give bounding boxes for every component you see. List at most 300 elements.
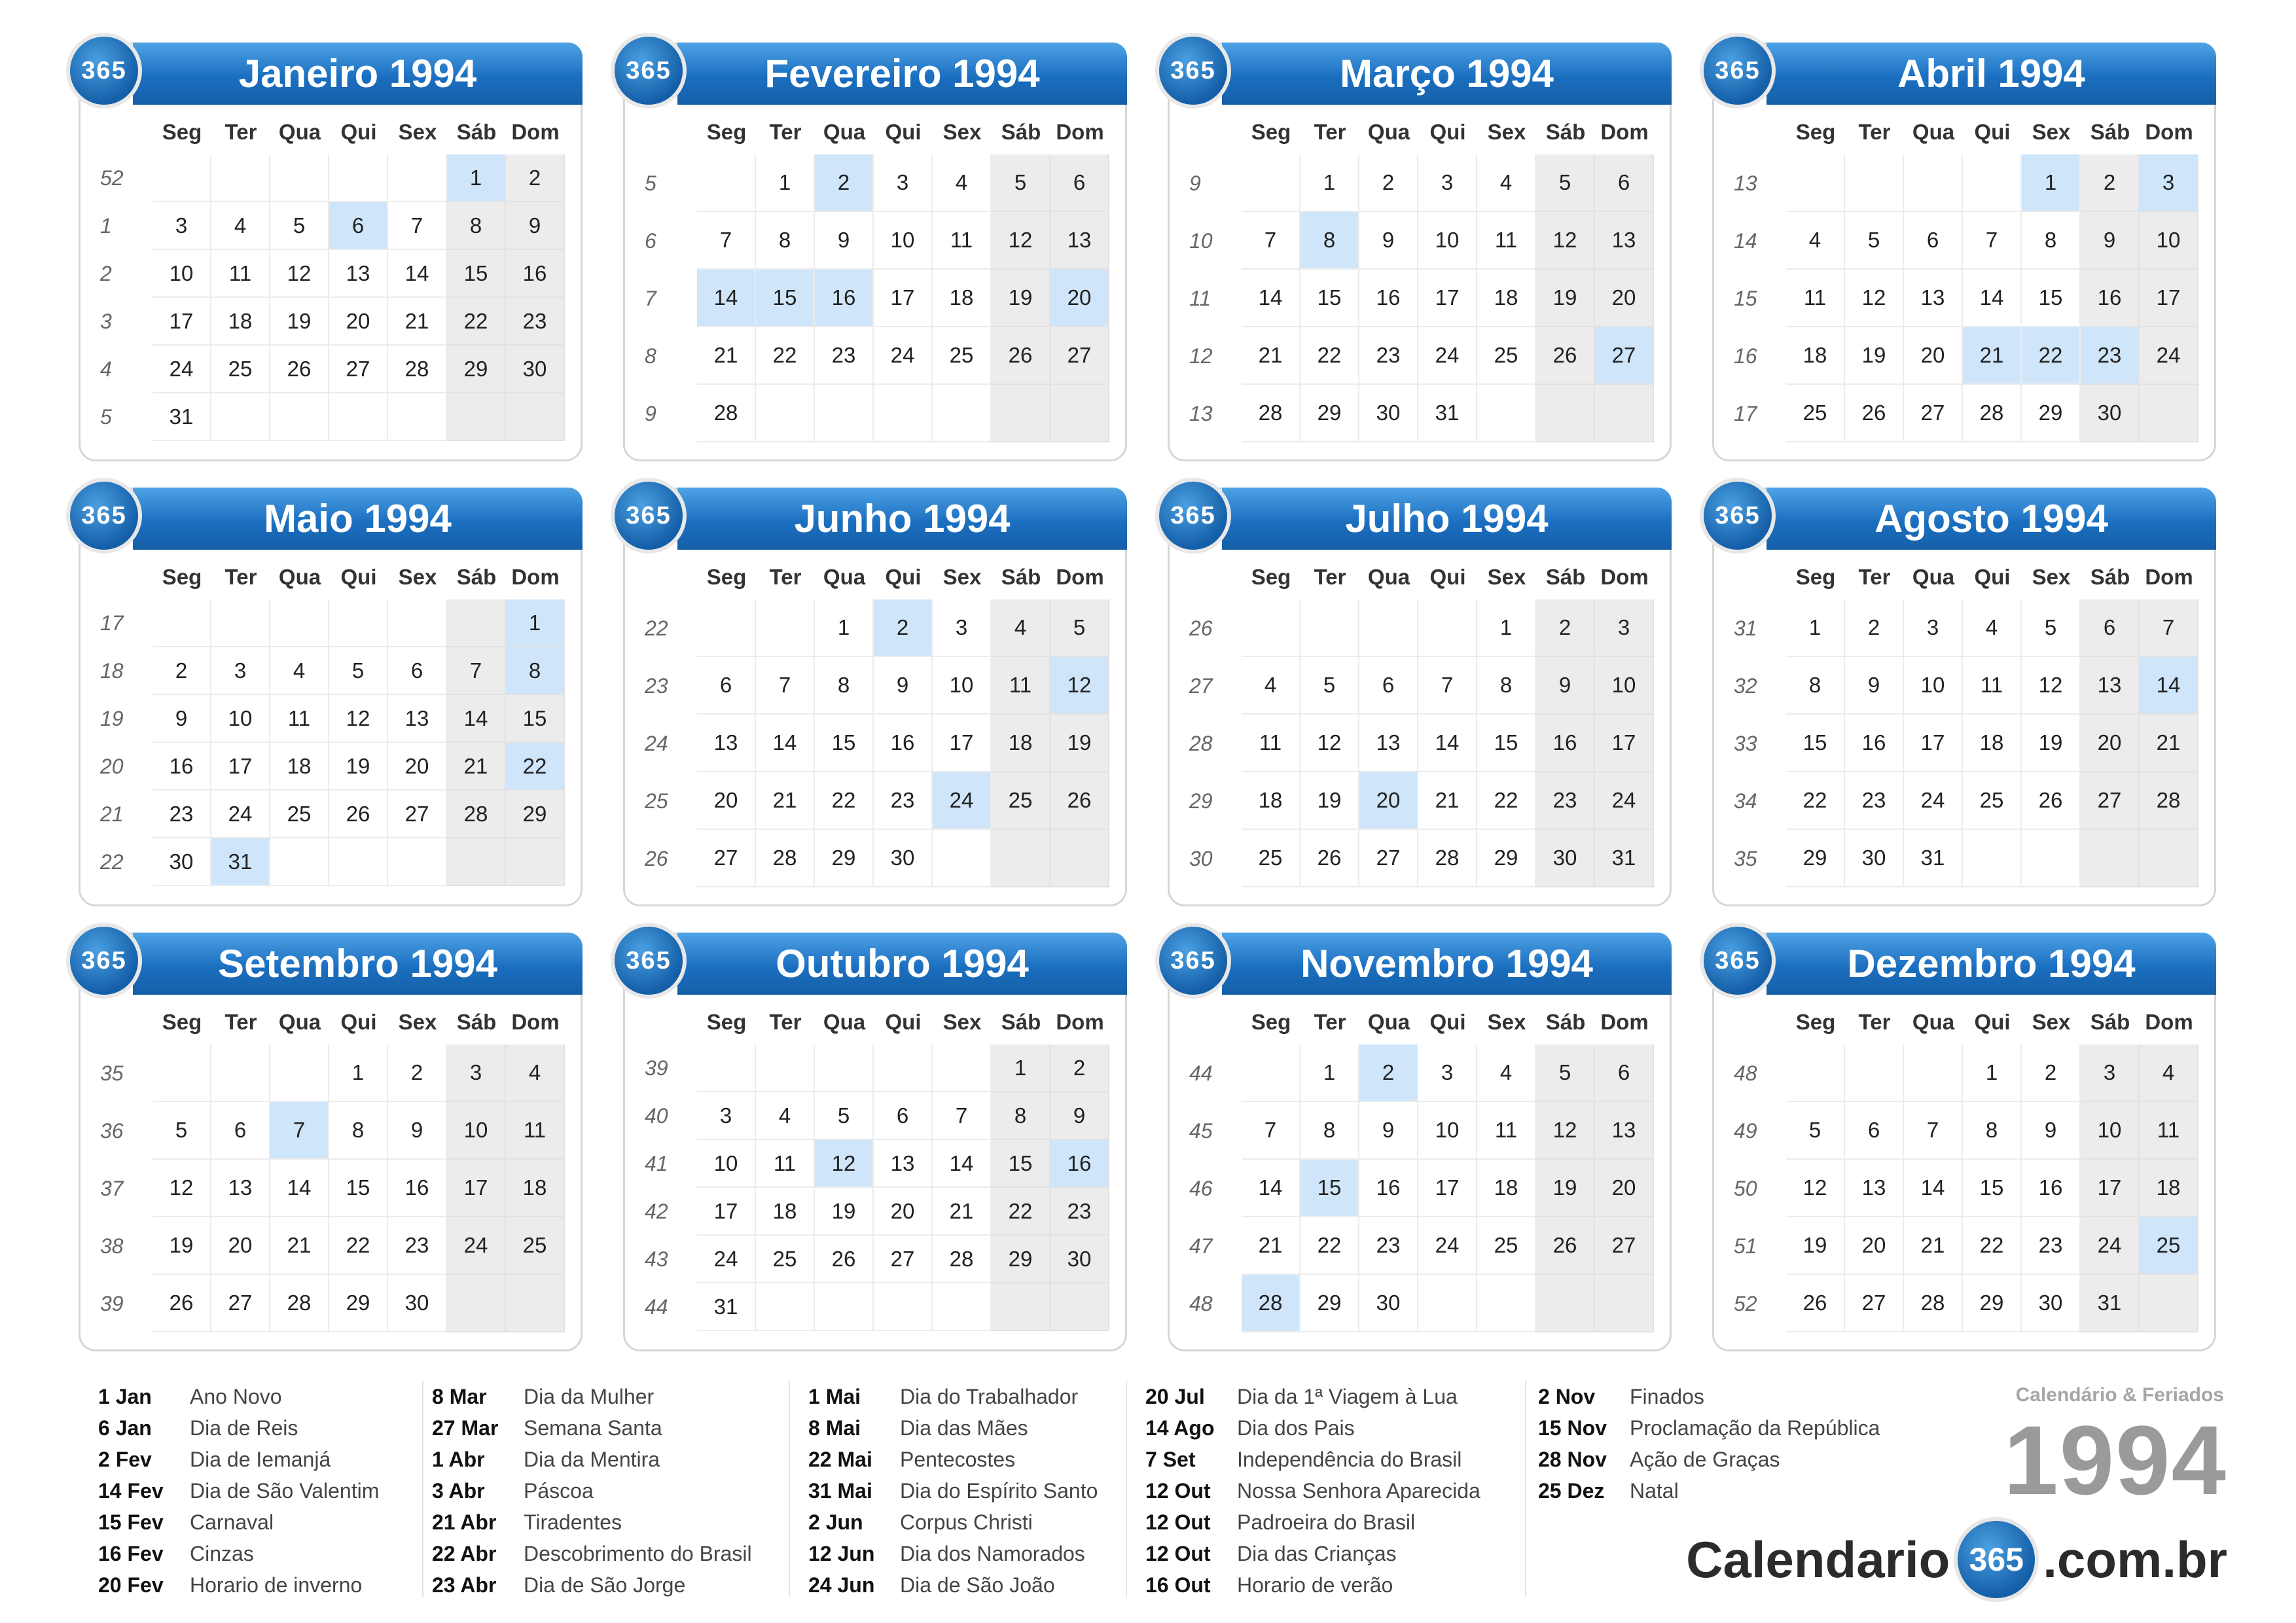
day-cell[interactable]: 28 (447, 791, 506, 838)
day-cell[interactable]: 28 (697, 385, 756, 442)
day-cell[interactable]: 27 (1359, 830, 1418, 887)
day-cell[interactable]: 10 (874, 212, 933, 270)
day-cell[interactable]: 3 (447, 1044, 506, 1102)
day-cell[interactable]: 25 (1242, 830, 1300, 887)
day-cell[interactable]: 27 (2081, 772, 2140, 830)
day-cell[interactable]: 20 (329, 298, 388, 346)
day-cell[interactable]: 18 (2140, 1160, 2198, 1217)
day-cell[interactable]: 27 (1904, 385, 1963, 442)
day-cell[interactable]: 29 (992, 1236, 1050, 1283)
day-cell[interactable]: 13 (1359, 715, 1418, 772)
day-cell[interactable]: 22 (447, 298, 506, 346)
day-cell[interactable]: 25 (1786, 385, 1845, 442)
day-cell[interactable]: 6 (1595, 154, 1654, 212)
day-cell[interactable]: 13 (1595, 1102, 1654, 1160)
day-cell[interactable]: 24 (1418, 1217, 1477, 1275)
day-cell[interactable]: 29 (1477, 830, 1536, 887)
day-cell[interactable]: 26 (992, 327, 1050, 385)
day-cell[interactable]: 15 (756, 270, 815, 327)
day-cell[interactable]: 7 (1418, 657, 1477, 715)
day-cell[interactable]: 22 (1300, 327, 1359, 385)
day-cell[interactable]: 9 (2081, 212, 2140, 270)
day-cell[interactable]: 8 (1300, 1102, 1359, 1160)
day-cell[interactable]: 12 (815, 1140, 874, 1188)
day-cell[interactable]: 7 (697, 212, 756, 270)
day-cell[interactable]: 4 (1477, 1044, 1536, 1102)
day-cell[interactable]: 9 (1050, 1092, 1109, 1140)
day-cell[interactable]: 17 (933, 715, 992, 772)
day-cell[interactable]: 11 (1242, 715, 1300, 772)
day-cell[interactable]: 1 (506, 599, 565, 647)
day-cell[interactable]: 28 (1963, 385, 2022, 442)
day-cell[interactable]: 30 (874, 830, 933, 887)
day-cell[interactable]: 18 (1477, 1160, 1536, 1217)
day-cell[interactable]: 11 (933, 212, 992, 270)
day-cell[interactable]: 13 (1595, 212, 1654, 270)
day-cell[interactable]: 4 (2140, 1044, 2198, 1102)
day-cell[interactable]: 1 (1477, 599, 1536, 657)
day-cell[interactable]: 11 (506, 1102, 565, 1160)
day-cell[interactable]: 14 (756, 715, 815, 772)
day-cell[interactable]: 15 (1300, 1160, 1359, 1217)
day-cell[interactable]: 18 (1963, 715, 2022, 772)
day-cell[interactable]: 30 (506, 346, 565, 393)
day-cell[interactable]: 18 (270, 743, 329, 791)
day-cell[interactable]: 13 (2081, 657, 2140, 715)
day-cell[interactable]: 24 (152, 346, 211, 393)
day-cell[interactable]: 23 (2081, 327, 2140, 385)
day-cell[interactable]: 1 (2022, 154, 2081, 212)
day-cell[interactable]: 4 (1786, 212, 1845, 270)
day-cell[interactable]: 15 (1477, 715, 1536, 772)
day-cell[interactable]: 4 (1477, 154, 1536, 212)
day-cell[interactable]: 14 (1418, 715, 1477, 772)
day-cell[interactable]: 6 (329, 202, 388, 250)
day-cell[interactable]: 24 (2081, 1217, 2140, 1275)
day-cell[interactable]: 17 (152, 298, 211, 346)
day-cell[interactable]: 1 (329, 1044, 388, 1102)
day-cell[interactable]: 10 (2081, 1102, 2140, 1160)
day-cell[interactable]: 15 (447, 250, 506, 298)
day-cell[interactable]: 25 (270, 791, 329, 838)
day-cell[interactable]: 8 (1477, 657, 1536, 715)
day-cell[interactable]: 29 (2022, 385, 2081, 442)
day-cell[interactable]: 2 (1359, 154, 1418, 212)
day-cell[interactable]: 5 (992, 154, 1050, 212)
day-cell[interactable]: 19 (1536, 270, 1595, 327)
day-cell[interactable]: 26 (152, 1275, 211, 1332)
day-cell[interactable]: 20 (1845, 1217, 1904, 1275)
day-cell[interactable]: 30 (1536, 830, 1595, 887)
day-cell[interactable]: 23 (1050, 1188, 1109, 1236)
day-cell[interactable]: 27 (329, 346, 388, 393)
day-cell[interactable]: 19 (815, 1188, 874, 1236)
day-cell[interactable]: 14 (1242, 270, 1300, 327)
day-cell[interactable]: 28 (1418, 830, 1477, 887)
day-cell[interactable]: 21 (388, 298, 447, 346)
day-cell[interactable]: 30 (2081, 385, 2140, 442)
day-cell[interactable]: 19 (329, 743, 388, 791)
day-cell[interactable]: 11 (270, 695, 329, 743)
day-cell[interactable]: 15 (1300, 270, 1359, 327)
day-cell[interactable]: 21 (1418, 772, 1477, 830)
day-cell[interactable]: 17 (1595, 715, 1654, 772)
day-cell[interactable]: 5 (270, 202, 329, 250)
day-cell[interactable]: 22 (815, 772, 874, 830)
day-cell[interactable]: 15 (1963, 1160, 2022, 1217)
day-cell[interactable]: 6 (1359, 657, 1418, 715)
day-cell[interactable]: 1 (1300, 1044, 1359, 1102)
day-cell[interactable]: 16 (1536, 715, 1595, 772)
day-cell[interactable]: 27 (697, 830, 756, 887)
day-cell[interactable]: 26 (329, 791, 388, 838)
day-cell[interactable]: 11 (1477, 212, 1536, 270)
day-cell[interactable]: 21 (2140, 715, 2198, 772)
day-cell[interactable]: 8 (2022, 212, 2081, 270)
day-cell[interactable]: 8 (756, 212, 815, 270)
day-cell[interactable]: 5 (1050, 599, 1109, 657)
day-cell[interactable]: 30 (1359, 385, 1418, 442)
day-cell[interactable]: 11 (756, 1140, 815, 1188)
day-cell[interactable]: 1 (1963, 1044, 2022, 1102)
day-cell[interactable]: 4 (933, 154, 992, 212)
day-cell[interactable]: 30 (152, 838, 211, 886)
day-cell[interactable]: 16 (1359, 270, 1418, 327)
day-cell[interactable]: 2 (388, 1044, 447, 1102)
day-cell[interactable]: 11 (1786, 270, 1845, 327)
day-cell[interactable]: 27 (1845, 1275, 1904, 1332)
day-cell[interactable]: 19 (1300, 772, 1359, 830)
day-cell[interactable]: 27 (1595, 327, 1654, 385)
day-cell[interactable]: 14 (933, 1140, 992, 1188)
day-cell[interactable]: 14 (1963, 270, 2022, 327)
day-cell[interactable]: 26 (1050, 772, 1109, 830)
day-cell[interactable]: 9 (1359, 1102, 1418, 1160)
day-cell[interactable]: 20 (211, 1217, 270, 1275)
day-cell[interactable]: 3 (697, 1092, 756, 1140)
day-cell[interactable]: 3 (2140, 154, 2198, 212)
day-cell[interactable]: 10 (211, 695, 270, 743)
day-cell[interactable]: 16 (874, 715, 933, 772)
day-cell[interactable]: 16 (1050, 1140, 1109, 1188)
day-cell[interactable]: 3 (2081, 1044, 2140, 1102)
day-cell[interactable]: 6 (1845, 1102, 1904, 1160)
day-cell[interactable]: 1 (1300, 154, 1359, 212)
day-cell[interactable]: 24 (874, 327, 933, 385)
day-cell[interactable]: 30 (1845, 830, 1904, 887)
day-cell[interactable]: 22 (506, 743, 565, 791)
day-cell[interactable]: 16 (506, 250, 565, 298)
day-cell[interactable]: 12 (152, 1160, 211, 1217)
day-cell[interactable]: 7 (270, 1102, 329, 1160)
day-cell[interactable]: 9 (506, 202, 565, 250)
day-cell[interactable]: 8 (1300, 212, 1359, 270)
day-cell[interactable]: 1 (447, 154, 506, 202)
day-cell[interactable]: 14 (1242, 1160, 1300, 1217)
day-cell[interactable]: 6 (211, 1102, 270, 1160)
day-cell[interactable]: 31 (2081, 1275, 2140, 1332)
day-cell[interactable]: 11 (211, 250, 270, 298)
day-cell[interactable]: 26 (815, 1236, 874, 1283)
day-cell[interactable]: 10 (1595, 657, 1654, 715)
day-cell[interactable]: 5 (1536, 1044, 1595, 1102)
day-cell[interactable]: 20 (1595, 1160, 1654, 1217)
day-cell[interactable]: 19 (1845, 327, 1904, 385)
day-cell[interactable]: 19 (992, 270, 1050, 327)
day-cell[interactable]: 24 (1904, 772, 1963, 830)
day-cell[interactable]: 3 (1904, 599, 1963, 657)
day-cell[interactable]: 4 (506, 1044, 565, 1102)
day-cell[interactable]: 28 (1904, 1275, 1963, 1332)
day-cell[interactable]: 29 (1963, 1275, 2022, 1332)
day-cell[interactable]: 21 (1904, 1217, 1963, 1275)
day-cell[interactable]: 7 (2140, 599, 2198, 657)
day-cell[interactable]: 29 (1300, 385, 1359, 442)
day-cell[interactable]: 9 (1359, 212, 1418, 270)
day-cell[interactable]: 24 (933, 772, 992, 830)
day-cell[interactable]: 12 (1050, 657, 1109, 715)
day-cell[interactable]: 21 (1242, 1217, 1300, 1275)
day-cell[interactable]: 7 (1904, 1102, 1963, 1160)
day-cell[interactable]: 19 (1786, 1217, 1845, 1275)
day-cell[interactable]: 5 (329, 647, 388, 695)
day-cell[interactable]: 30 (1359, 1275, 1418, 1332)
day-cell[interactable]: 4 (756, 1092, 815, 1140)
day-cell[interactable]: 5 (1536, 154, 1595, 212)
day-cell[interactable]: 10 (1418, 1102, 1477, 1160)
day-cell[interactable]: 2 (152, 647, 211, 695)
day-cell[interactable]: 25 (1963, 772, 2022, 830)
day-cell[interactable]: 6 (1904, 212, 1963, 270)
day-cell[interactable]: 1 (815, 599, 874, 657)
day-cell[interactable]: 20 (1359, 772, 1418, 830)
day-cell[interactable]: 2 (815, 154, 874, 212)
day-cell[interactable]: 29 (447, 346, 506, 393)
day-cell[interactable]: 24 (1595, 772, 1654, 830)
day-cell[interactable]: 12 (329, 695, 388, 743)
day-cell[interactable]: 9 (815, 212, 874, 270)
day-cell[interactable]: 31 (1418, 385, 1477, 442)
day-cell[interactable]: 13 (1904, 270, 1963, 327)
day-cell[interactable]: 21 (1242, 327, 1300, 385)
day-cell[interactable]: 5 (1786, 1102, 1845, 1160)
day-cell[interactable]: 9 (1845, 657, 1904, 715)
day-cell[interactable]: 13 (697, 715, 756, 772)
day-cell[interactable]: 5 (152, 1102, 211, 1160)
day-cell[interactable]: 9 (2022, 1102, 2081, 1160)
day-cell[interactable]: 29 (506, 791, 565, 838)
day-cell[interactable]: 16 (152, 743, 211, 791)
day-cell[interactable]: 10 (152, 250, 211, 298)
day-cell[interactable]: 7 (447, 647, 506, 695)
day-cell[interactable]: 23 (388, 1217, 447, 1275)
day-cell[interactable]: 2 (1845, 599, 1904, 657)
day-cell[interactable]: 8 (815, 657, 874, 715)
day-cell[interactable]: 5 (815, 1092, 874, 1140)
day-cell[interactable]: 19 (152, 1217, 211, 1275)
day-cell[interactable]: 11 (992, 657, 1050, 715)
day-cell[interactable]: 4 (270, 647, 329, 695)
day-cell[interactable]: 1 (992, 1044, 1050, 1092)
day-cell[interactable]: 18 (756, 1188, 815, 1236)
day-cell[interactable]: 8 (1963, 1102, 2022, 1160)
day-cell[interactable]: 25 (933, 327, 992, 385)
day-cell[interactable]: 25 (211, 346, 270, 393)
day-cell[interactable]: 1 (1786, 599, 1845, 657)
day-cell[interactable]: 24 (2140, 327, 2198, 385)
day-cell[interactable]: 18 (506, 1160, 565, 1217)
day-cell[interactable]: 10 (933, 657, 992, 715)
day-cell[interactable]: 2 (2081, 154, 2140, 212)
day-cell[interactable]: 4 (211, 202, 270, 250)
day-cell[interactable]: 12 (1536, 212, 1595, 270)
day-cell[interactable]: 28 (1242, 385, 1300, 442)
day-cell[interactable]: 14 (388, 250, 447, 298)
day-cell[interactable]: 13 (1050, 212, 1109, 270)
day-cell[interactable]: 15 (992, 1140, 1050, 1188)
day-cell[interactable]: 23 (874, 772, 933, 830)
day-cell[interactable]: 6 (1595, 1044, 1654, 1102)
day-cell[interactable]: 27 (211, 1275, 270, 1332)
day-cell[interactable]: 23 (1359, 327, 1418, 385)
day-cell[interactable]: 22 (1786, 772, 1845, 830)
day-cell[interactable]: 22 (992, 1188, 1050, 1236)
day-cell[interactable]: 6 (874, 1092, 933, 1140)
day-cell[interactable]: 6 (1050, 154, 1109, 212)
day-cell[interactable]: 24 (447, 1217, 506, 1275)
day-cell[interactable]: 29 (1300, 1275, 1359, 1332)
day-cell[interactable]: 23 (815, 327, 874, 385)
day-cell[interactable]: 18 (1242, 772, 1300, 830)
day-cell[interactable]: 31 (152, 393, 211, 441)
day-cell[interactable]: 6 (2081, 599, 2140, 657)
day-cell[interactable]: 22 (1477, 772, 1536, 830)
day-cell[interactable]: 12 (992, 212, 1050, 270)
day-cell[interactable]: 28 (388, 346, 447, 393)
day-cell[interactable]: 9 (1536, 657, 1595, 715)
day-cell[interactable]: 3 (1595, 599, 1654, 657)
day-cell[interactable]: 25 (1477, 327, 1536, 385)
day-cell[interactable]: 4 (1963, 599, 2022, 657)
day-cell[interactable]: 12 (1536, 1102, 1595, 1160)
day-cell[interactable]: 27 (388, 791, 447, 838)
day-cell[interactable]: 3 (933, 599, 992, 657)
day-cell[interactable]: 20 (388, 743, 447, 791)
day-cell[interactable]: 30 (1050, 1236, 1109, 1283)
day-cell[interactable]: 19 (270, 298, 329, 346)
day-cell[interactable]: 22 (2022, 327, 2081, 385)
day-cell[interactable]: 3 (1418, 1044, 1477, 1102)
day-cell[interactable]: 27 (1050, 327, 1109, 385)
day-cell[interactable]: 21 (270, 1217, 329, 1275)
day-cell[interactable]: 12 (2022, 657, 2081, 715)
day-cell[interactable]: 15 (329, 1160, 388, 1217)
day-cell[interactable]: 5 (1845, 212, 1904, 270)
day-cell[interactable]: 8 (329, 1102, 388, 1160)
day-cell[interactable]: 23 (2022, 1217, 2081, 1275)
day-cell[interactable]: 20 (697, 772, 756, 830)
day-cell[interactable]: 22 (756, 327, 815, 385)
day-cell[interactable]: 17 (2081, 1160, 2140, 1217)
day-cell[interactable]: 12 (1786, 1160, 1845, 1217)
day-cell[interactable]: 27 (1595, 1217, 1654, 1275)
day-cell[interactable]: 26 (2022, 772, 2081, 830)
day-cell[interactable]: 19 (1536, 1160, 1595, 1217)
day-cell[interactable]: 30 (2022, 1275, 2081, 1332)
day-cell[interactable]: 8 (447, 202, 506, 250)
day-cell[interactable]: 17 (697, 1188, 756, 1236)
day-cell[interactable]: 14 (2140, 657, 2198, 715)
day-cell[interactable]: 28 (2140, 772, 2198, 830)
day-cell[interactable]: 24 (1418, 327, 1477, 385)
day-cell[interactable]: 12 (1300, 715, 1359, 772)
day-cell[interactable]: 25 (992, 772, 1050, 830)
day-cell[interactable]: 16 (815, 270, 874, 327)
day-cell[interactable]: 17 (1418, 270, 1477, 327)
day-cell[interactable]: 16 (1845, 715, 1904, 772)
day-cell[interactable]: 15 (2022, 270, 2081, 327)
day-cell[interactable]: 7 (1963, 212, 2022, 270)
day-cell[interactable]: 10 (1418, 212, 1477, 270)
day-cell[interactable]: 2 (874, 599, 933, 657)
day-cell[interactable]: 13 (388, 695, 447, 743)
day-cell[interactable]: 2 (506, 154, 565, 202)
day-cell[interactable]: 7 (1242, 212, 1300, 270)
day-cell[interactable]: 23 (506, 298, 565, 346)
day-cell[interactable]: 26 (1845, 385, 1904, 442)
day-cell[interactable]: 28 (1242, 1275, 1300, 1332)
day-cell[interactable]: 8 (992, 1092, 1050, 1140)
day-cell[interactable]: 16 (2022, 1160, 2081, 1217)
day-cell[interactable]: 29 (1786, 830, 1845, 887)
day-cell[interactable]: 7 (933, 1092, 992, 1140)
day-cell[interactable]: 20 (1595, 270, 1654, 327)
day-cell[interactable]: 22 (1300, 1217, 1359, 1275)
day-cell[interactable]: 13 (211, 1160, 270, 1217)
day-cell[interactable]: 2 (1536, 599, 1595, 657)
day-cell[interactable]: 28 (270, 1275, 329, 1332)
day-cell[interactable]: 2 (2022, 1044, 2081, 1102)
day-cell[interactable]: 1 (756, 154, 815, 212)
day-cell[interactable]: 20 (1050, 270, 1109, 327)
day-cell[interactable]: 14 (270, 1160, 329, 1217)
day-cell[interactable]: 28 (756, 830, 815, 887)
day-cell[interactable]: 13 (329, 250, 388, 298)
day-cell[interactable]: 9 (874, 657, 933, 715)
day-cell[interactable]: 28 (933, 1236, 992, 1283)
day-cell[interactable]: 25 (1477, 1217, 1536, 1275)
day-cell[interactable]: 4 (1242, 657, 1300, 715)
day-cell[interactable]: 10 (1904, 657, 1963, 715)
day-cell[interactable]: 5 (1300, 657, 1359, 715)
day-cell[interactable]: 29 (815, 830, 874, 887)
day-cell[interactable]: 6 (388, 647, 447, 695)
day-cell[interactable]: 3 (1418, 154, 1477, 212)
day-cell[interactable]: 18 (1477, 270, 1536, 327)
day-cell[interactable]: 21 (933, 1188, 992, 1236)
day-cell[interactable]: 19 (2022, 715, 2081, 772)
day-cell[interactable]: 13 (874, 1140, 933, 1188)
day-cell[interactable]: 20 (874, 1188, 933, 1236)
day-cell[interactable]: 7 (756, 657, 815, 715)
day-cell[interactable]: 21 (1963, 327, 2022, 385)
day-cell[interactable]: 7 (1242, 1102, 1300, 1160)
day-cell[interactable]: 23 (1359, 1217, 1418, 1275)
day-cell[interactable]: 17 (2140, 270, 2198, 327)
day-cell[interactable]: 3 (211, 647, 270, 695)
day-cell[interactable]: 11 (1477, 1102, 1536, 1160)
day-cell[interactable]: 17 (1904, 715, 1963, 772)
